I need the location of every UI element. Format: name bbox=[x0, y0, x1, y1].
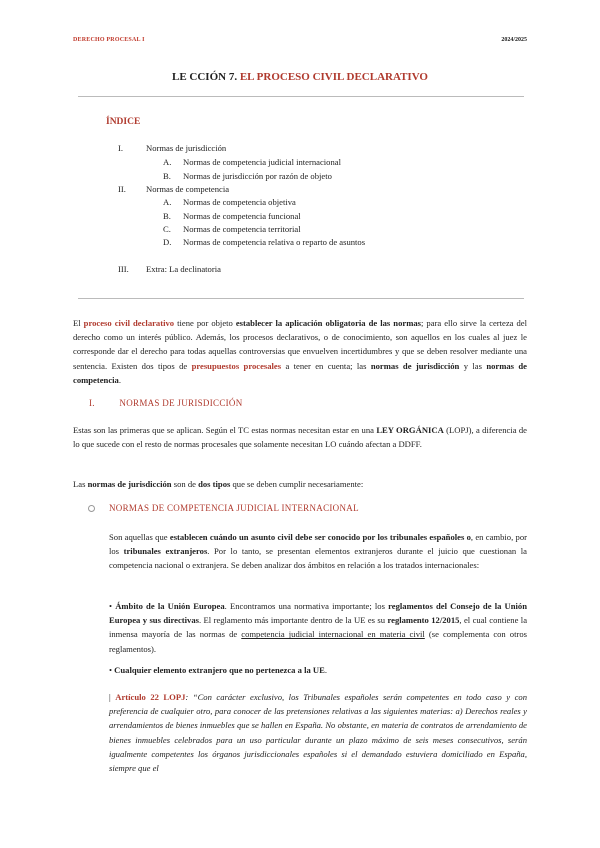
toc-label: Normas de jurisdicción bbox=[146, 143, 227, 153]
circle-bullet-icon bbox=[88, 505, 95, 512]
term-normas-jurisdiccion: normas de jurisdicción bbox=[87, 479, 172, 489]
text: Las bbox=[73, 479, 88, 489]
toc-item-1b[interactable] bbox=[163, 171, 332, 181]
text: a tener en cuenta; las bbox=[281, 360, 371, 371]
toc-item-2[interactable] bbox=[118, 184, 229, 194]
text: Son aquellas que bbox=[109, 532, 170, 542]
paragraph-tipos bbox=[73, 477, 527, 491]
term-competencia-civil: competencia judicial internacional en materia civil bbox=[241, 629, 425, 640]
toc-num: I. bbox=[118, 143, 124, 153]
text: El bbox=[73, 318, 84, 328]
text: tiene por objeto bbox=[174, 318, 236, 328]
term-normas-competencia: normas de competencia bbox=[73, 360, 527, 385]
header-course: DERECHO PROCESAL I bbox=[73, 37, 145, 43]
divider-bottom bbox=[78, 298, 524, 299]
term-articulo-22: Artículo 22 LOPJ bbox=[115, 692, 186, 702]
text: ; para ello sirve la certeza del derecho como un interés público. Además, los procesos declarativos, o de conocimiento, son aquellos en los cuales al juez le corresponde dar el derecho para todas aquellas controversias que envuelven incertidumbres y que se deben resolver mediante una sentencia. Existen dos tipos de bbox=[73, 318, 527, 371]
intro-paragraph bbox=[73, 316, 527, 387]
toc-num: II. bbox=[118, 184, 126, 194]
article-quote: : “Con carácter exclusivo, los Tribunales españoles serán competentes en todo caso y con preferencia de cualquier otro, para conocer de las pretensiones relativas a las siguientes materias: a) Derechos reales y arrendamientos de bienes inmuebles que se hallen en España. No obstante, en materia de contratos de arrendamiento de bienes inmuebles celebrados para un uso particular durante un plazo máximo de seis meses consecutivos, serán igualmente competentes los órganos jurisdiccionales españoles si el demandado estuviera domiciliado en España, siempre que el bbox=[109, 692, 527, 774]
toc-item-1[interactable] bbox=[118, 143, 226, 153]
term-normas-jurisdiccion: normas de jurisdicción bbox=[370, 360, 460, 371]
toc-item-2b[interactable] bbox=[163, 211, 301, 221]
toc-num: A. bbox=[163, 197, 172, 207]
term-ley-organica: LEY ORGÁNICA bbox=[376, 425, 444, 435]
toc-item-3[interactable] bbox=[118, 264, 221, 274]
text: • bbox=[109, 665, 115, 675]
index-heading: ÍNDICE bbox=[106, 117, 141, 127]
toc-num: III. bbox=[118, 264, 129, 274]
term-proceso-civil: proceso civil declarativo bbox=[83, 318, 175, 328]
text: . bbox=[118, 374, 121, 385]
toc-item-2d[interactable] bbox=[163, 237, 365, 247]
term-objeto: establecer la aplicación obligatoria de las normas bbox=[235, 318, 421, 328]
toc-label: Normas de jurisdicción por razón de objeto bbox=[183, 171, 332, 181]
toc-item-1a[interactable] bbox=[163, 157, 341, 167]
text: Estas son las primeras que se aplican. Según el TC estas normas necesitan estar en una bbox=[73, 425, 377, 435]
text: . El reglamento más importante dentro de la UE es su bbox=[198, 615, 388, 626]
toc-num: C. bbox=[163, 224, 171, 234]
text: . Encontramos una normativa importante; los bbox=[224, 601, 389, 611]
term-tribunales-espanoles: establecen cuándo un asunto civil debe ser conocido por los tribunales españoles o bbox=[169, 532, 471, 542]
text: y las bbox=[459, 360, 487, 371]
toc-label: Normas de competencia funcional bbox=[183, 211, 301, 221]
subsection-heading-a bbox=[88, 503, 359, 513]
divider-top bbox=[78, 96, 524, 97]
term-elemento-extranjero: Cualquier elemento extranjero que no pertenezca a la UE bbox=[114, 665, 325, 675]
text: . Por lo tanto, se presentan elementos extranjeros durante el juicio que cuestionan la competencia nacional o extranjera. Se deben analizar dos ámbitos en relación a los tratados internacionales: bbox=[109, 546, 527, 571]
text: | bbox=[109, 692, 116, 702]
text: son de bbox=[171, 479, 199, 489]
term-dos-tipos: dos tipos bbox=[198, 479, 231, 489]
term-ambito-ue: Ámbito de la Unión Europea bbox=[115, 601, 225, 611]
toc-label: Extra: La declinatoria bbox=[146, 264, 221, 274]
lesson-name: EL PROCESO CIVIL DECLARATIVO bbox=[239, 71, 428, 83]
toc-num: B. bbox=[163, 171, 171, 181]
toc-label: Normas de competencia territorial bbox=[183, 224, 301, 234]
text: (LOPJ), a diferencia de lo que sucede con el resto de normas procesales que solamente necesitan LO cuándo afectan a DDFF. bbox=[73, 425, 527, 450]
text: (se complementa con otros reglamentos). bbox=[109, 629, 527, 654]
text: , el cual contiene la inmensa mayoría de las normas de bbox=[109, 615, 528, 640]
text: . bbox=[324, 665, 328, 675]
section-title: NORMAS DE JURISDICCIÓN bbox=[119, 398, 243, 408]
toc-item-2c[interactable] bbox=[163, 224, 301, 234]
toc-item-2a[interactable] bbox=[163, 197, 296, 207]
text: , en cambio, por los bbox=[109, 532, 527, 557]
term-reglamento-12-2015: reglamento 12/2015 bbox=[387, 615, 460, 626]
term-presupuestos: presupuestos procesales bbox=[191, 360, 282, 371]
section-number: I. bbox=[89, 398, 95, 408]
paragraph-no-ue bbox=[109, 663, 527, 677]
toc-num: A. bbox=[163, 157, 172, 167]
section-heading-1 bbox=[89, 398, 243, 408]
toc-label: Normas de competencia judicial internacional bbox=[183, 157, 341, 167]
text: • bbox=[109, 601, 116, 611]
subsection-title: NORMAS DE COMPETENCIA JUDICIAL INTERNACIONAL bbox=[109, 503, 359, 513]
text: que se deben cumplir necesariamente: bbox=[230, 479, 364, 489]
paragraph-ambito-ue bbox=[109, 599, 527, 656]
paragraph-competencia-internacional bbox=[109, 530, 527, 573]
term-tribunales-extranjeros: tribunales extranjeros bbox=[123, 546, 208, 557]
toc-num: B. bbox=[163, 211, 171, 221]
toc-label: Normas de competencia bbox=[146, 184, 230, 194]
toc-num: D. bbox=[163, 237, 172, 247]
lesson-title bbox=[0, 71, 600, 83]
header-year: 2024/2025 bbox=[501, 37, 527, 43]
paragraph-articulo-22 bbox=[109, 690, 527, 775]
lesson-number: LE CCIÓN 7. bbox=[172, 71, 238, 83]
toc-label: Normas de competencia objetiva bbox=[183, 197, 296, 207]
toc-label: Normas de competencia relativa o reparto de asuntos bbox=[183, 237, 366, 247]
term-reglamentos: reglamentos del Consejo de la Unión Europea y sus directivas bbox=[109, 601, 527, 626]
paragraph-jurisdiccion bbox=[73, 423, 527, 451]
